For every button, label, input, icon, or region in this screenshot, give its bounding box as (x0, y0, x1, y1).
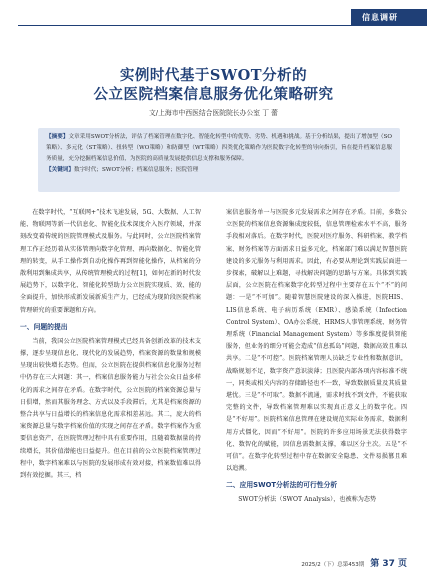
keywords-label: 【关键词】 (46, 167, 74, 174)
section-tag: 信息调研 (351, 9, 427, 26)
article-title-line-1: 实例时代基于SWOT分析的 (119, 67, 308, 84)
abstract-text: 文章采用SWOT分析法，评估了档案管理在数字化、智能化转型中的优势、劣势、机遇和挑战。基于分析结果，提出了增加型（SO策略）、多元化（ST策略）、扭转型（WO策略）和防御型（WT策略）四类优化策略作为医院数字化转型的导向指引，旨在提升档案信息服务质量，充分挖掘档案信息价值，为医院的高质量发展提供信息支撑和服务保障。 (46, 134, 392, 162)
section-heading-1: 一、问题的提出 (20, 322, 68, 331)
abstract-box (38, 128, 400, 192)
author-byline: 文/上海市中西医结合医院院长办公室 丁 蕾 (149, 109, 278, 117)
right-column (226, 207, 407, 507)
problem-paragraph: 当前，我国公立医院档案管理模式已经具备创新改革的技术支撑，逐步呈现信息化、现代化的发展趋势，档案资源的数量和规模呈现出较快增长态势。但而，公立医院在提供档案信息化服务过程中仍存在三大问题：其一，档案信息服务能力与社会公众日益多样化的需求之间存在矛盾。在数字时代，公立医院的档案资源总量与日俱增，然而其服务理念、方式以及手段滞后，尤其是档案资源的整合共享与日益增长的档案信息化需求相差甚远。其二，庞大的档案资源总量与数字档案价值的实现之间存在矛盾。数字档案作为重要信息资产，在医院管理过程中具有重要作用，且随着数据量的持续增长，其价值潜能也日益提升。但在目前的公立医院档案管理过程中，数字档案难以与医院的发展形成有效对接，档案数值难以得到有效挖掘。其三，档 (20, 337, 201, 480)
header-rule (18, 25, 351, 26)
abstract-label: 【摘要】 (46, 134, 69, 140)
left-column (20, 207, 201, 482)
intro-paragraph: 在数字时代，“互联网+”技术飞速发展，5G、大数据、人工智能、物联网等新一代信息化、智能化技术深度介入医疗领域，并深刻改变着传统的医院管理模式及服务。与此同时，公立医院档案管理工作正经历着从实体管理向数字化管理、再向数据化、智能化管理的转变，从手工操作到自动化操作再到智能化操作，从档案的分散利用到集成共享，从传统管理模式的过程[1]，如何在新的时代发展趋势下，以数字化、智能化转型助力公立医院实现质、效、能的全面提升，加快形成新发展新质生产力，已经成为现阶段医院档案管理研究的重要课题和方向。 (20, 209, 201, 314)
swot-intro-paragraph: SWOT分析法（SWOT Analysis），也被称为态势 (238, 496, 377, 504)
problem-continued-paragraph: 案信息服务单一与医院多元发展需求之间存在矛盾。目前，多数公立医院的档案信息资源集成度较低，信息管理检索水平不高，服务手段相对落后。在数字时代，医院对医疗服务、科研档案、教学档案、财务档案等方面需求日益多元化，档案部门难以满足智慧医院建设的多元服务与利用需求。因此，有必要从理论到实践层面进一步探索，破解以上难题，寻找解决问题的思路与方案。具体到实践层面，公立医院在档案数字化转型过程中主要存在五个“不”的问题：一是“不可加”。随着智慧医院建设的深入推进，医院HIS、LIS信息系统、电子病历系统（EMR）、感染系统（Infection Control System）、OA办公系统、HRMS人事管理系统、财务管理系统（Financial Management System）等多维度提供智能服务，但业务的细分可能会造成“信息孤岛”问题，数据高效且难以共享。二是“不可控”。医院档案管理人员缺乏专业性和数据意识，战略规划不足，数字资产意识淡薄；且医院内部各项内容标准不统一，同类或相关内容的存储路径也不一致，导致数据质量及其质量堪忧。三是“不可取”。数据不流通，需求时找不到文件，不能获取完整的文件，导致档案管理难以实现真正意义上的数字化。四是“不好用”。医院档案信息管理在建设规范实际业务需求，数据利用方式僵化，因而“不好用”。医院的许多应用场景无法获得数字化、数智化的赋能，因信息需数据支撑，难以区分主次。五是“不可信”。在数字化转型过程中存在数据安全隐患、文件易损篡且难以追溯。 (226, 209, 407, 473)
page-footer (301, 556, 407, 569)
keywords-text: 数字时代；SWOT分析；档案信息服务；医院管理 (73, 167, 199, 174)
section-heading-2: 二、应用SWOT分析法的可行性分析 (226, 481, 338, 490)
keywords-paragraph (46, 165, 392, 176)
page-number: 第 37 页 (370, 559, 407, 569)
abstract-paragraph (46, 132, 392, 164)
article-title-line-2: 公立医院档案信息服务优化策略研究 (93, 86, 334, 103)
issue-info: 2025/2（下）总第453期 (301, 562, 365, 568)
